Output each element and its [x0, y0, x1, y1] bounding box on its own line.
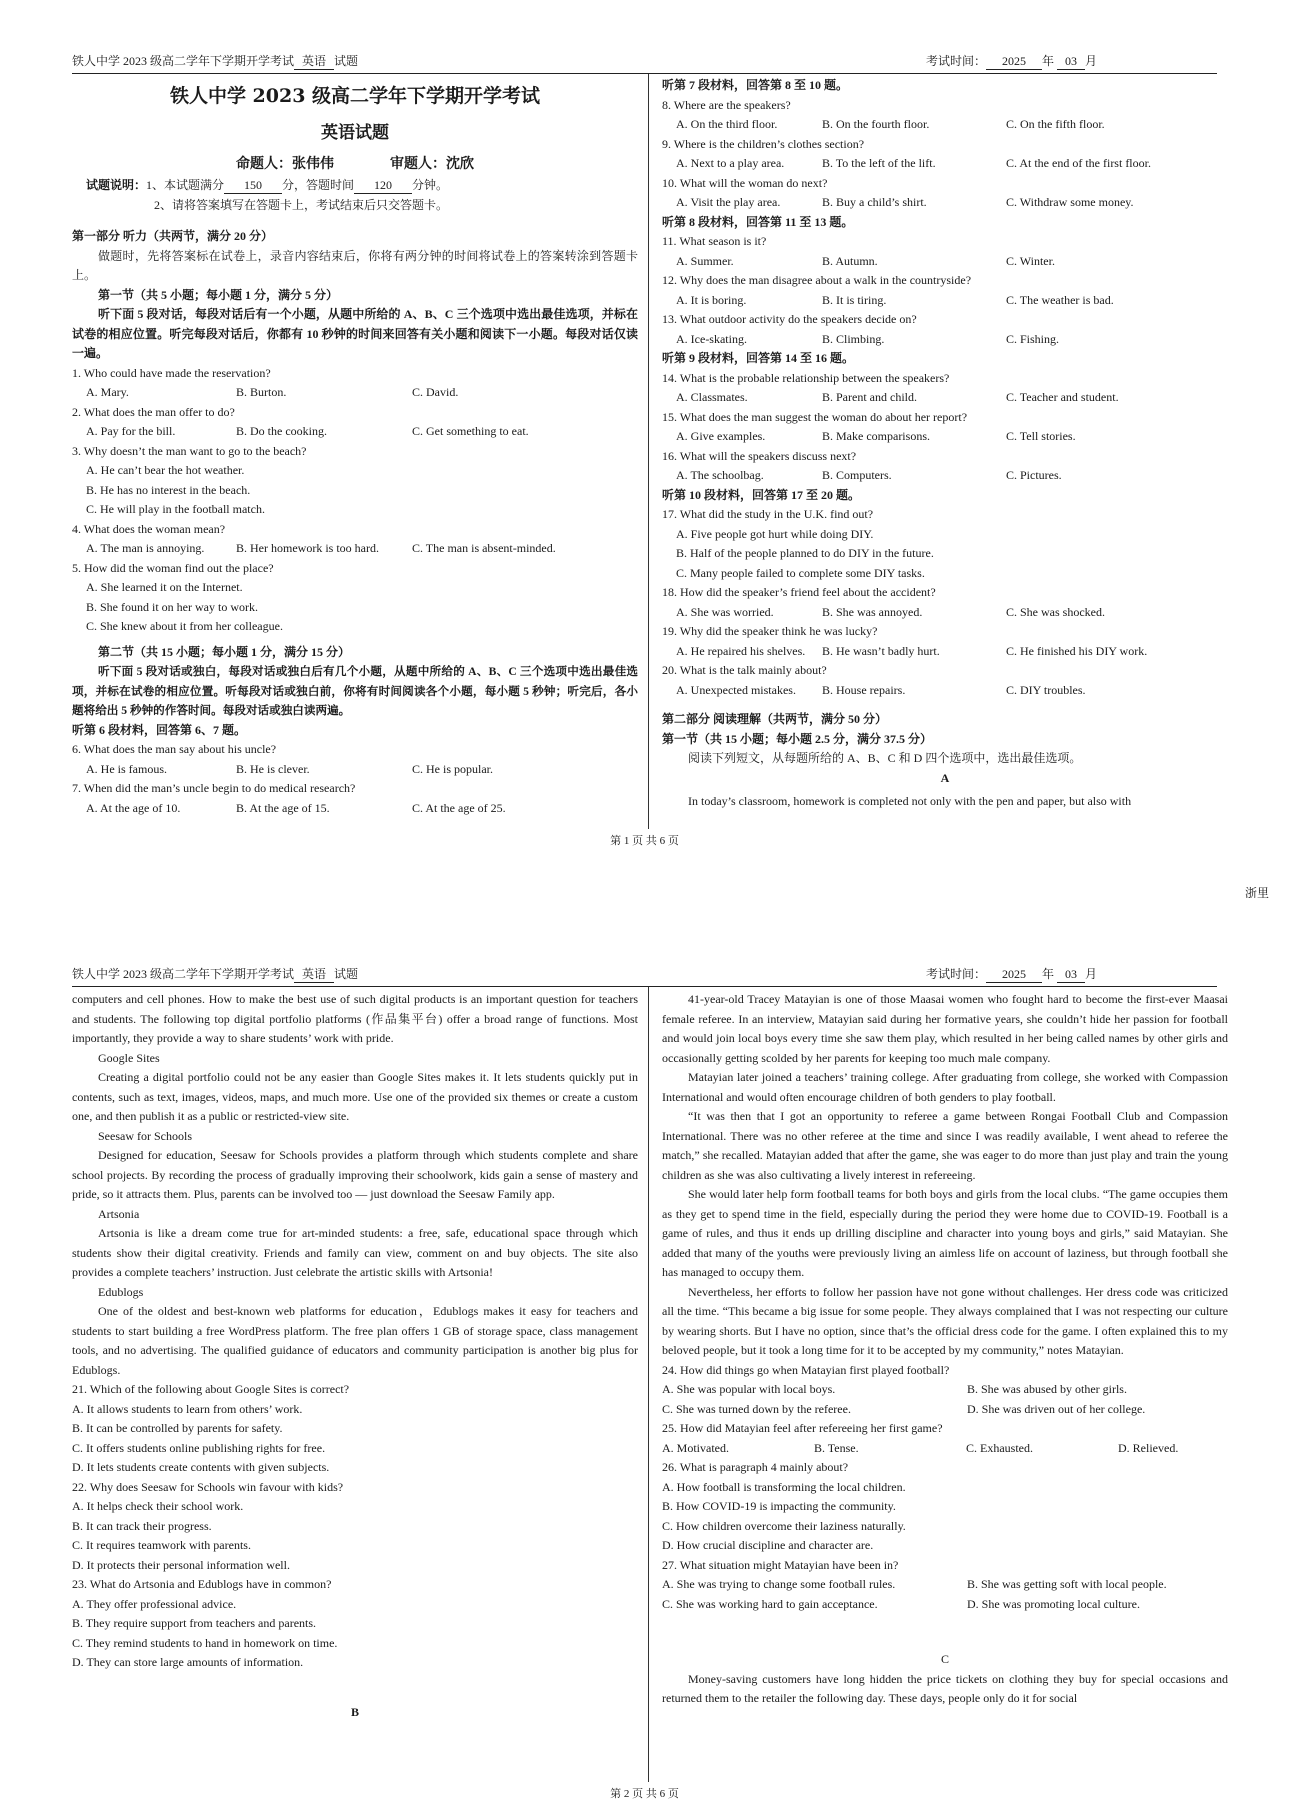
option-b: B. To the left of the lift.	[822, 156, 936, 170]
page1-left-column	[72, 76, 638, 818]
question-7: 7. When did the man’s uncle begin to do medical research? A. At the age of 10. B. At the age of 15. C. At the age of 25.	[72, 779, 638, 818]
option-b: B. He has no interest in the beach.	[86, 482, 251, 497]
section2-title: 第二节（共 15 小题；每小题 1 分，满分 15 分）	[98, 644, 351, 659]
option-a: A. He can’t bear the hot weather.	[86, 463, 245, 477]
option-a: A. Motivated.	[662, 1440, 729, 1455]
option-b: B. It can track their progress.	[72, 1518, 212, 1533]
option-c: C. He finished his DIY work.	[1006, 643, 1148, 658]
option-c: C. It requires teamwork with parents.	[72, 1538, 251, 1552]
part2-section1-instructions: 阅读下列短文，从每题所给的 A、B、C 和 D 四个选项中，选出最佳选项。	[688, 751, 1082, 765]
question-13: 13. What outdoor activity do the speakers decide on? A. Ice-skating. B. Climbing. C. Fishing.	[662, 310, 1228, 349]
option-c: C. It offers students online publishing rights for free.	[72, 1440, 326, 1455]
edublogs-heading: Edublogs	[98, 1284, 144, 1299]
passage-b-label: B	[350, 1704, 359, 1719]
header-subject: 英语	[294, 54, 334, 70]
option-a: A. It is boring.	[676, 292, 747, 307]
option-c: C. On the fifth floor.	[1006, 117, 1105, 131]
question-2: 2. What does the man offer to do? A. Pay for the bill. B. Do the cooking. C. Get something to eat.	[72, 403, 638, 442]
option-b: B. Her homework is too hard.	[236, 541, 379, 555]
question-25: 25. How did Matayian feel after refereeing her first game? A. Motivated. B. Tense. C. Exhausted. D. Relieved.	[662, 1419, 1228, 1458]
option-c: C. Winter.	[1006, 253, 1055, 268]
question-11: 11. What season is it? A. Summer. B. Autumn. C. Winter.	[662, 232, 1228, 271]
question-12: 12. Why does the man disagree about a walk in the countryside? A. It is boring. B. It is tiring. C. The weather is bad.	[662, 271, 1228, 310]
option-a: A. She learned it on the Internet.	[86, 580, 243, 594]
option-d: D. Relieved.	[1118, 1440, 1179, 1455]
material-7-label: 听第 7 段材料，回答第 8 至 10 题。	[662, 78, 849, 92]
option-a: A. They offer professional advice.	[72, 1596, 237, 1611]
page-2	[0, 905, 1289, 1820]
option-a: A. The man is annoying.	[86, 541, 205, 555]
question-10: 10. What will the woman do next? A. Visit the play area. B. Buy a child’s shirt. C. Withdraw some money.	[662, 174, 1228, 213]
question-21: 21. Which of the following about Google Sites is correct? A. It allows students to learn from others’ work. B. It can be controlled by parents for safety. C. It offers students online publishing rights for free. D. It lets students create contents with given subjects.	[72, 1380, 638, 1478]
section2-instructions: 听下面 5 段对话或独白，每段对话或独白后有几个小题，从题中所给的 A、B、C 三个选项中选出最佳选项，并标在试卷的相应位置。听每段对话或独白前，你将有时间阅读各个小题，每小题 5 秒钟；听完后，各小题将给出 5 秒钟的作答时间。每段对话或独白读两遍。	[72, 665, 638, 717]
option-b: B. Parent and child.	[822, 390, 917, 404]
option-a: A. Give examples.	[676, 429, 766, 443]
artsonia-text: Artsonia is like a dream come true for art-minded students: a free, safe, educational space through which students show their digital creativity. Friends and family can view, comment on and buy objects. The site also provides a complete teachers’ instruction. Just celebrate the artistic skills with Artsonia!	[72, 1226, 638, 1279]
option-b: B. Do the cooking.	[236, 424, 327, 438]
header-exam-name: 铁人中学 2023 级高二学年下学期开学考试 英语 试题	[72, 54, 359, 68]
option-b: B. Make comparisons.	[822, 429, 930, 443]
passage-c-paragraph-1: Money-saving customers have long hidden the price tickets on clothing they buy for special occasions and returned them to the retailer the following day. These days, people only do it for social	[662, 1671, 1228, 1705]
page-header	[72, 965, 1217, 985]
option-a: A. It helps check their school work.	[72, 1499, 244, 1513]
option-b: B. Buy a child’s shirt.	[822, 195, 927, 209]
option-c: C. DIY troubles.	[1006, 682, 1086, 697]
option-b: B. She was annoyed.	[822, 604, 923, 619]
page1-right-column	[662, 76, 1228, 812]
option-d: D. They can store large amounts of information.	[72, 1655, 304, 1669]
option-d: D. She was driven out of her college.	[967, 1401, 1146, 1416]
question-23: 23. What do Artsonia and Edublogs have in common? A. They offer professional advice. B. They require support from teachers and parents. C. They remind students to hand in homework on time. D. They can store large amounts of information.	[72, 1575, 638, 1673]
option-c: C. Fishing.	[1006, 331, 1060, 346]
passage-b-paragraph-5: Nevertheless, her efforts to follow her passion have not gone without challenges. Her dress code was criticized all the time. “This became a big issue for some people. They always complained that I was not respecting our culture by wearing shorts. But I have no option, since that’s the official dress code for the game. I often explained this to my beloved people, but it took a long time for it to be accepted by my community,” notes Matayian.	[662, 1284, 1228, 1357]
seesaw-heading: Seesaw for Schools	[98, 1128, 192, 1143]
option-c: C. At the end of the first floor.	[1006, 156, 1151, 170]
option-c: C. Many people failed to complete some DIY tasks.	[676, 565, 925, 580]
option-c: C. Withdraw some money.	[1006, 195, 1134, 209]
option-a: A. It allows students to learn from others’ work.	[72, 1401, 303, 1416]
column-divider	[648, 74, 649, 829]
passage-b-paragraph-1: 41-year-old Tracey Matayian is one of those Maasai women who fought hard to become the first-ever Maasai female referee. In an interview, Matayian said during her formative years, she couldn’t hide her passion for football and would join local boys every time she saw them play, which resulted in her being called names by other girls and occasionally getting scolded by her parents for keeping too much male company.	[662, 992, 1228, 1065]
passage-a-start: In today’s classroom, homework is completed not only with the pen and paper, but also with	[688, 794, 1132, 808]
material-8-label: 听第 8 段材料，回答第 11 至 13 题。	[662, 214, 854, 229]
question-22: 22. Why does Seesaw for Schools win favour with kids? A. It helps check their school work. B. It can track their progress. C. It requires teamwork with parents. D. It protects their personal information well.	[72, 1478, 638, 1576]
option-b: B. Burton.	[236, 385, 287, 399]
header-subject: 英语	[294, 967, 334, 983]
question-18: 18. How did the speaker’s friend feel about the accident? A. She was worried. B. She was annoyed. C. She was shocked.	[662, 583, 1228, 622]
option-a: A. How football is transforming the local children.	[662, 1479, 906, 1494]
option-b: B. Autumn.	[822, 253, 878, 268]
option-a: A. She was trying to change some football rules.	[662, 1577, 896, 1591]
material-6-label: 听第 6 段材料，回答第 6、7 题。	[72, 722, 247, 737]
passage-b-paragraph-3: “It was then that I got an opportunity to referee a game between Rongai Football Club and Compassion International. There was no other referee at the time and since I was readily available, I went ahead to referee the match,” she recalled. Matayian added that after the game, she was eager to do more than just play and train the young children as she was also cultivating a lively interest in refereeing.	[662, 1109, 1228, 1182]
option-c: C. She was turned down by the referee.	[662, 1401, 851, 1416]
header-exam-time: 考试时间： 2025 年 03 月	[925, 54, 1097, 68]
question-6: 6. What does the man say about his uncle? A. He is famous. B. He is clever. C. He is popular.	[72, 740, 638, 779]
passage-a-label: A	[940, 770, 950, 785]
question-3: 3. Why doesn’t the man want to go to the beach? A. He can’t bear the hot weather. B. He has no interest in the beach. C. He will play in the football match.	[72, 442, 638, 520]
part1-title: 第一部分 听力（共两节，满分 20 分）	[72, 229, 274, 243]
page-1	[0, 0, 1289, 870]
question-19: 19. Why did the speaker think he was lucky? A. He repaired his shelves. B. He wasn’t badly hurt. C. He finished his DIY work.	[662, 622, 1228, 661]
option-a: A. Mary.	[86, 385, 129, 399]
question-17: 17. What did the study in the U.K. find out? A. Five people got hurt while doing DIY. B. Half of the people planned to do DIY in the future. C. Many people failed to complete some DIY tasks.	[662, 505, 1228, 583]
header-exam-name: 铁人中学 2023 级高二学年下学期开学考试 英语 试题	[72, 967, 359, 981]
option-c: C. Tell stories.	[1006, 429, 1076, 443]
option-a: A. Next to a play area.	[676, 156, 785, 170]
option-c: C. He will play in the football match.	[86, 502, 265, 516]
section1-instructions: 听下面 5 段对话，每段对话后有一个小题，从题中所给的 A、B、C 三个选项中选出最佳选项，并标在试卷的相应位置。听完每段对话后，你都有 10 秒钟的时间来回答有关小题和阅读下一小题。每段对话仅读一遍。	[72, 307, 638, 360]
page-footer: 第 1 页 共 6 页	[610, 835, 679, 847]
setter-name: 命题人：张伟伟	[236, 157, 334, 172]
option-d: D. It lets students create contents with given subjects.	[72, 1460, 330, 1474]
option-a: A. Summer.	[676, 253, 734, 268]
exam-authors	[72, 154, 638, 176]
option-b: B. Climbing.	[822, 331, 885, 346]
option-a: A. Unexpected mistakes.	[676, 682, 796, 697]
corner-watermark: 浙里	[1244, 886, 1269, 900]
option-c: C. The man is absent-minded.	[412, 541, 556, 555]
option-c: C. He is popular.	[412, 761, 493, 776]
option-d: D. It protects their personal information well.	[72, 1557, 290, 1572]
header-rule	[72, 73, 1217, 74]
option-d: D. She was promoting local culture.	[967, 1596, 1140, 1611]
option-a: A. She was worried.	[676, 604, 774, 619]
passage-b-paragraph-4: She would later help form football teams for both boys and girls from the local clubs. “The game occupies them as they get to spend time in the field, especially during the period they were home due to COVID-19. Football is a game of rules, and thus it ends up drilling discipline and character into young boys and girls,” said Matayian. She added that many of the youths were previously living an aimless life on account of laziness, but through football she has managed to occupy them.	[662, 1187, 1228, 1279]
question-8: 8. Where are the speakers? A. On the third floor. B. On the fourth floor. C. On the fifth floor.	[662, 96, 1228, 135]
option-b: B. She was abused by other girls.	[967, 1382, 1127, 1396]
option-b: B. On the fourth floor.	[822, 117, 930, 131]
seesaw-text: Designed for education, Seesaw for Schools provides a platform through which students complete and share school projects. By recording the process of gradually improving their schoolwork, kids gain a sense of mastery and pride, so it attracts them. Plus, parents can be involved too — just download the Seesaw Family app.	[72, 1148, 638, 1201]
option-b: B. She was getting soft with local people.	[967, 1577, 1167, 1591]
option-a: A. Classmates.	[676, 390, 748, 404]
option-b: B. He wasn’t badly hurt.	[822, 643, 940, 658]
option-c: C. She was shocked.	[1006, 604, 1105, 619]
column-divider	[648, 987, 649, 1782]
option-c: C. Exhausted.	[966, 1440, 1033, 1455]
option-c: C. Teacher and student.	[1006, 390, 1119, 404]
part2-section1-title: 第一节（共 15 小题；每小题 2.5 分，满分 37.5 分）	[662, 731, 933, 746]
option-c: C. Get something to eat.	[412, 424, 529, 438]
exam-notes: 试题说明：1、本试题满分 150 分，答题时间 120 分钟。 2、请将答案填写在答题卡上，考试结束后只交答题卡。	[86, 178, 449, 212]
option-c: C. They remind students to hand in homework on time.	[72, 1635, 338, 1650]
option-c: C. She was working hard to gain acceptance.	[662, 1596, 878, 1611]
option-c: C. At the age of 25.	[412, 800, 506, 815]
option-b: B. Half of the people planned to do DIY in the future.	[676, 546, 934, 560]
option-b: B. She found it on her way to work.	[86, 599, 258, 614]
question-24: 24. How did things go when Matayian first played football? A. She was popular with local boys. B. She was abused by other girls. C. She was turned down by the referee. D. She was driven out of her college.	[662, 1361, 1228, 1420]
option-a: A. Pay for the bill.	[86, 424, 176, 438]
option-b: B. It is tiring.	[822, 292, 887, 307]
page-footer: 第 2 页 共 6 页	[610, 1788, 679, 1800]
option-a: A. Five people got hurt while doing DIY.	[676, 526, 874, 541]
option-a: A. Visit the play area.	[676, 195, 781, 209]
google-sites-heading: Google Sites	[98, 1050, 160, 1065]
page2-left-column	[72, 990, 638, 1722]
option-c: C. The weather is bad.	[1006, 292, 1114, 307]
edublogs-text: One of the oldest and best-known web platforms for education，Edublogs makes it easy for teachers and students to start building a free WordPress platform. The free plan offers 1 GB of storage space, class management tools, and no advertising. The qualified guidance of educators and community participation is another big plus for Edublogs.	[72, 1304, 638, 1377]
option-c: C. Pictures.	[1006, 468, 1062, 482]
passage-a-continued: computers and cell phones. How to make the best use of such digital products is an important question for teachers and students. The following top digital portfolio platforms (作品集平台) offer a broad range of functions. Most importantly, they provide a way to share students’ work with pride.	[72, 992, 638, 1045]
exam-subtitle: 英语试题	[321, 123, 389, 143]
option-a: A. She was popular with local boys.	[662, 1382, 836, 1396]
google-sites-text: Creating a digital portfolio could not be any easier than Google Sites makes it. It lets students quickly put in contents, such as text, images, videos, maps, and much more. Use one of the provided six themes or create a custom one, and then publish it as a public or restricted-view site.	[72, 1070, 638, 1123]
option-c: C. How children overcome their laziness naturally.	[662, 1518, 906, 1533]
option-b: B. He is clever.	[236, 761, 310, 776]
option-b: B. House repairs.	[822, 682, 906, 697]
option-b: B. It can be controlled by parents for safety.	[72, 1421, 283, 1435]
section1-title: 第一节（共 5 小题；每小题 1 分，满分 5 分）	[98, 287, 339, 302]
option-a: A. He is famous.	[86, 761, 167, 776]
question-5: 5. How did the woman find out the place? A. She learned it on the Internet. B. She found it on her way to work. C. She knew about it from her colleague.	[72, 559, 638, 637]
option-a: A. He repaired his shelves.	[676, 643, 806, 658]
question-14: 14. What is the probable relationship between the speakers? A. Classmates. B. Parent and child. C. Teacher and student.	[662, 369, 1228, 408]
question-27: 27. What situation might Matayian have been in? A. She was trying to change some football rules. B. She was getting soft with local people. C. She was working hard to gain acceptance. D. She was promoting local culture.	[662, 1556, 1228, 1615]
exam-title: 铁人中学 2023 级高二学年下学期开学考试	[169, 85, 541, 107]
option-b: B. They require support from teachers and parents.	[72, 1616, 317, 1630]
question-9: 9. Where is the children’s clothes section? A. Next to a play area. B. To the left of the lift. C. At the end of the first floor.	[662, 135, 1228, 174]
option-a: A. On the third floor.	[676, 117, 778, 131]
question-16: 16. What will the speakers discuss next? A. The schoolbag. B. Computers. C. Pictures.	[662, 447, 1228, 486]
question-20: 20. What is the talk mainly about? A. Unexpected mistakes. B. House repairs. C. DIY troubles.	[662, 661, 1228, 700]
passage-b-paragraph-2: Matayian later joined a teachers’ training college. After graduating from college, she worked with Compassion International and would often encourage children of both genders to play football.	[662, 1070, 1228, 1104]
page-header	[72, 52, 1217, 72]
option-c: C. David.	[412, 385, 459, 399]
material-9-label: 听第 9 段材料，回答第 14 至 16 题。	[662, 351, 855, 365]
option-d: D. How crucial discipline and character are.	[662, 1538, 874, 1552]
reviewer-name: 审题人：沈欣	[390, 157, 474, 172]
question-26: 26. What is paragraph 4 mainly about? A. How football is transforming the local children. B. How COVID-19 is impacting the community. C. How children overcome their laziness naturally. D. How crucial discipline and character are.	[662, 1458, 1228, 1556]
part1-intro: 做题时，先将答案标在试卷上，录音内容结束后，你将有两分钟的时间将试卷上的答案转涂到答题卡上。	[72, 248, 638, 282]
question-1: 1. Who could have made the reservation? A. Mary. B. Burton. C. David.	[72, 364, 638, 403]
option-b: B. At the age of 15.	[236, 800, 330, 815]
option-b: B. Computers.	[822, 468, 892, 482]
passage-c-label: C	[940, 1652, 949, 1666]
question-4: 4. What does the woman mean? A. The man is annoying. B. Her homework is too hard. C. The man is absent-minded.	[72, 520, 638, 559]
question-15: 15. What does the man suggest the woman do about her report? A. Give examples. B. Make comparisons. C. Tell stories.	[662, 408, 1228, 447]
material-10-label: 听第 10 段材料，回答第 17 至 20 题。	[662, 487, 861, 502]
option-a: A. Ice-skating.	[676, 331, 747, 346]
header-exam-time: 考试时间： 2025 年 03 月	[925, 967, 1097, 981]
option-b: B. How COVID-19 is impacting the community.	[662, 1499, 896, 1513]
header-rule	[72, 986, 1217, 987]
page2-right-column	[662, 990, 1228, 1709]
option-a: A. At the age of 10.	[86, 800, 181, 815]
artsonia-heading: Artsonia	[98, 1206, 140, 1221]
part2-title: 第二部分 阅读理解（共两节，满分 50 分）	[662, 712, 888, 726]
option-b: B. Tense.	[814, 1440, 859, 1455]
option-c: C. She knew about it from her colleague.	[86, 619, 283, 633]
option-a: A. The schoolbag.	[676, 468, 764, 482]
